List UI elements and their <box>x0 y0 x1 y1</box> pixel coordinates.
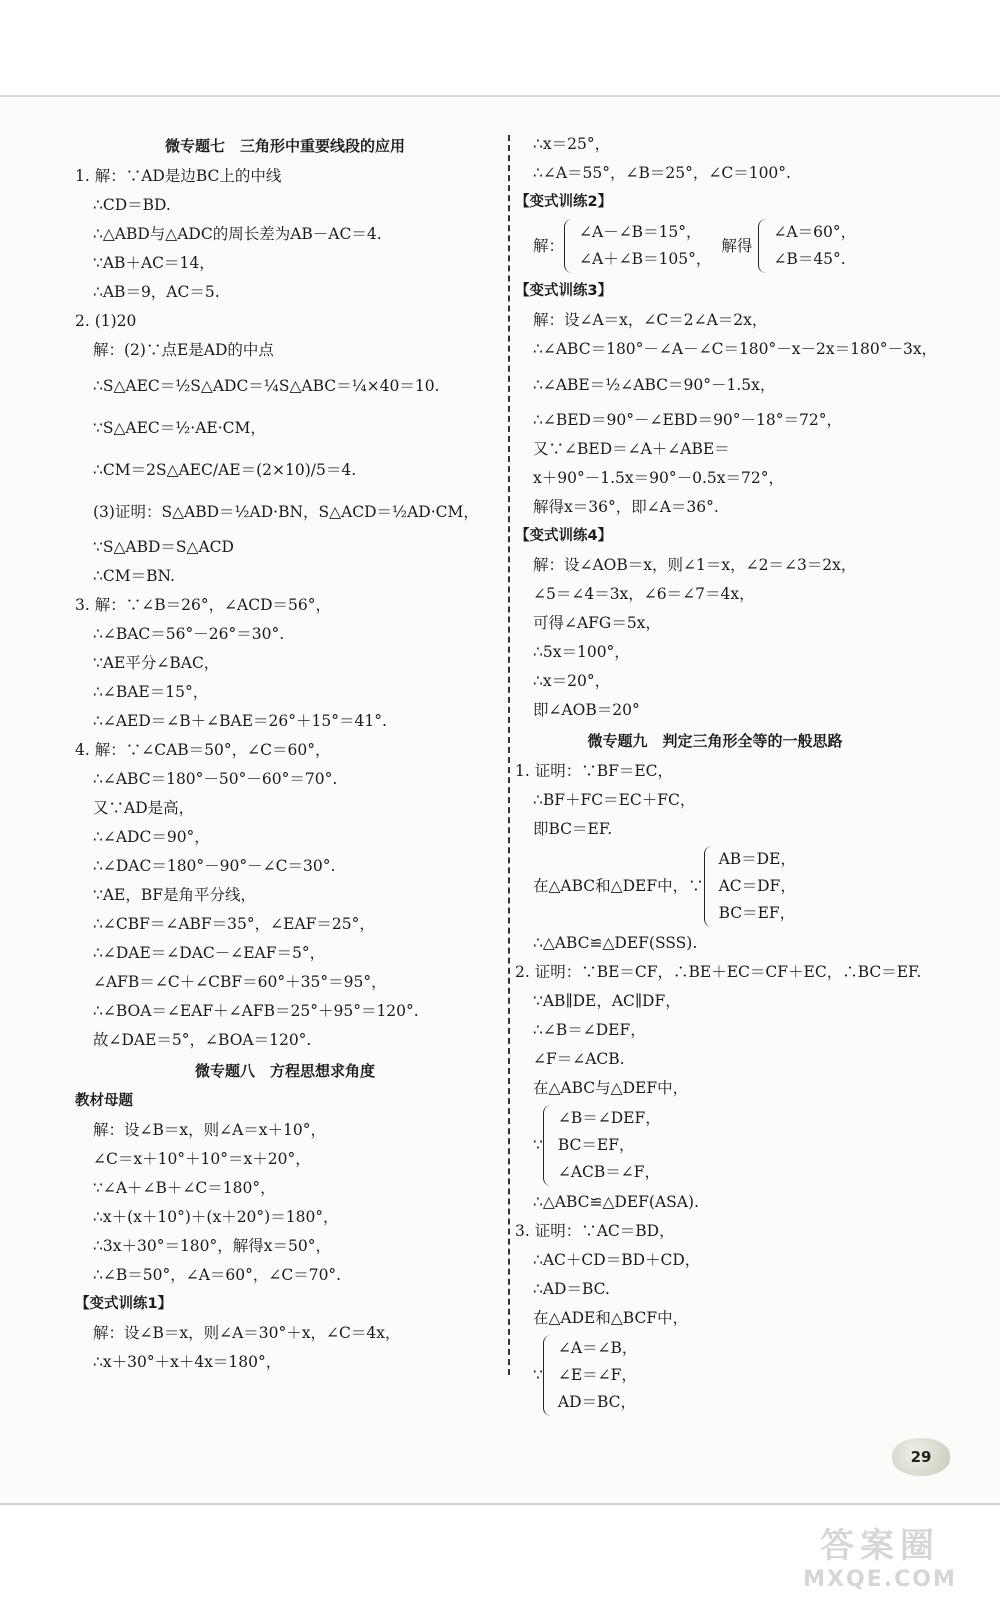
problem-line: 2. 证明：∵BE＝CF，∴BE＋EC＝CF＋EC，∴BC＝EF. <box>515 963 922 981</box>
left-brace <box>564 219 575 273</box>
text-line: ∴x＝20°， <box>533 672 611 690</box>
text-line: 在△ABC与△DEF中， <box>533 1079 689 1097</box>
left-brace <box>704 846 715 927</box>
system-prefix: 解： <box>533 236 565 255</box>
solve-label: 解得 <box>721 236 753 255</box>
text-line: x＋90°－1.5x＝90°－0.5x＝72°， <box>533 469 784 487</box>
text-line: 又∵∠BED＝∠A＋∠ABE＝ <box>533 440 730 458</box>
text-line: 即BC＝EF. <box>533 820 613 838</box>
text-line: ∴∠DAE＝∠DAC－∠EAF＝5°， <box>93 944 326 962</box>
system-line: AC＝DF， <box>718 877 796 895</box>
system-line: AB＝DE， <box>718 850 796 868</box>
text-line: ∴x＝25°， <box>533 135 611 153</box>
text-line: ∴CM＝BN. <box>93 567 175 585</box>
system-prefix: ∵ <box>533 1366 543 1384</box>
subsection-label: 【变式训练2】 <box>515 194 613 210</box>
problem-line: 4. 解：∵∠CAB＝50°，∠C＝60°， <box>75 741 331 759</box>
text-line: ∠F＝∠ACB. <box>533 1050 625 1068</box>
text-line: 又∵AD是高， <box>93 799 195 817</box>
text-line: 解：设∠AOB＝x，则∠1＝x，∠2＝∠3＝2x， <box>533 556 857 574</box>
text-line: 解：设∠B＝x，则∠A＝x＋10°， <box>93 1121 327 1139</box>
problem-line: 2. (1)20 <box>75 312 137 330</box>
text-line: ∴∠A＝55°，∠B＝25°，∠C＝100°. <box>533 164 791 182</box>
text-line: 解得x＝36°，即∠A＝36°. <box>533 498 719 516</box>
watermark-logo <box>770 1515 990 1595</box>
problem-line: 1. 解：∵AD是边BC上的中线 <box>75 167 282 185</box>
system-line: ∠ACB＝∠F， <box>557 1163 661 1181</box>
system-line: ∠A＝60°， <box>773 223 857 241</box>
text-line: 故∠DAE＝5°，∠BOA＝120°. <box>93 1031 312 1049</box>
text-line: 可得∠AFG＝5x， <box>533 614 661 632</box>
text-line: ∴5x＝100°， <box>533 643 630 661</box>
text-line: ∴AD＝BC. <box>533 1280 610 1298</box>
system-line: ∠E＝∠F， <box>557 1366 637 1384</box>
section-heading: 微专题八 方程思想求角度 <box>194 1062 375 1080</box>
section-heading: 微专题七 三角形中重要线段的应用 <box>164 137 405 155</box>
text-line: ∴∠B＝50°，∠A＝60°，∠C＝70°. <box>93 1266 342 1284</box>
text-line: ∴∠CBF＝∠ABF＝35°，∠EAF＝25°， <box>93 915 375 933</box>
text-line: ∴∠B＝∠DEF， <box>533 1021 646 1039</box>
column-divider <box>508 135 510 1375</box>
left-column <box>75 130 495 1377</box>
text-line: ∴∠BAE＝15°， <box>93 683 209 701</box>
text-line: ∵AB＋AC＝14， <box>93 254 215 272</box>
text-line: 即∠AOB＝20° <box>533 701 640 719</box>
text-line: ∵S△ABD＝S△ACD <box>93 538 234 556</box>
system-line: AD＝BC， <box>557 1393 637 1411</box>
watermark-logo-text: 答案圈 <box>820 1526 940 1566</box>
text-line: ∵AE平分∠BAC， <box>93 654 220 672</box>
text-line: 解：设∠B＝x，则∠A＝30°＋x，∠C＝4x， <box>93 1324 401 1342</box>
left-brace <box>543 1105 554 1186</box>
subsection-label: 【变式训练4】 <box>515 528 613 544</box>
text-line: ∴AC＋CD＝BD＋CD， <box>533 1251 701 1269</box>
text-line: ∴△ABC≌△DEF(ASA). <box>533 1193 699 1211</box>
system-line: BC＝EF， <box>718 904 796 922</box>
text-line: ∴∠ABC＝180°－∠A－∠C＝180°－x－2x＝180°－3x， <box>533 340 938 358</box>
text-line: ∴∠BOA＝∠EAF＋∠AFB＝25°＋95°＝120°. <box>93 1002 419 1020</box>
text-line: ∴3x＋30°＝180°，解得x＝50°， <box>93 1237 331 1255</box>
left-brace <box>758 219 769 273</box>
equation-system-5 <box>515 1335 915 1416</box>
problem-line: 3. 解：∵∠B＝26°，∠ACD＝56°， <box>75 596 332 614</box>
section-heading: 微专题九 判定三角形全等的一般思路 <box>587 732 843 750</box>
problem-line: 3. 证明：∵AC＝BD， <box>515 1222 675 1240</box>
subsection-label: 【变式训练3】 <box>515 283 613 299</box>
text-line: ∴∠ADC＝90°， <box>93 828 210 846</box>
text-line: ∵AE，BF是角平分线， <box>93 886 257 904</box>
formula-line: (3)证明：S△ABD＝½AD·BN，S△ACD＝½AD·CM， <box>93 503 479 521</box>
equation-system-4 <box>515 1105 915 1186</box>
watermark-url: MXQE.COM <box>803 1567 957 1592</box>
text-line: ∴x＋30°＋x＋4x＝180°， <box>93 1353 282 1371</box>
system-line: ∠B＝45°. <box>773 250 846 268</box>
system-line: ∠B＝∠DEF， <box>557 1109 661 1127</box>
top-edge <box>0 95 1000 97</box>
text-line: ∠5＝∠4＝3x，∠6＝∠7＝4x， <box>533 585 755 603</box>
formula-line: ∴S△AEC＝½S△ADC＝¼S△ABC＝¼×40＝10. <box>93 377 440 395</box>
text-line: ∴BF＋FC＝EC＋FC， <box>533 791 696 809</box>
system-prefix: ∵ <box>533 1136 543 1154</box>
formula-line: ∴∠ABE＝½∠ABC＝90°－1.5x， <box>533 376 776 394</box>
text-line: ∴∠AED＝∠B＋∠BAE＝26°＋15°＝41°. <box>93 712 387 730</box>
system-line: BC＝EF， <box>557 1136 635 1154</box>
text-line: ∴∠BAC＝56°－26°＝30°. <box>93 625 285 643</box>
subsection-label: 教材母题 <box>75 1093 133 1109</box>
text-line: ∴∠DAC＝180°－90°－∠C＝30°. <box>93 857 336 875</box>
text-line: ∴△ABD与△ADC的周长差为AB－AC＝4. <box>93 225 382 243</box>
text-line: ∴x＋(x＋10°)＋(x＋20°)＝180°， <box>93 1208 339 1226</box>
subsection-label: 【变式训练1】 <box>75 1296 173 1312</box>
equation-system-3 <box>515 846 915 927</box>
text-line: ∴∠ABC＝180°－50°－60°＝70°. <box>93 770 338 788</box>
text-line: 在△ADE和△BCF中， <box>533 1309 689 1327</box>
equation-system-2 <box>515 219 915 273</box>
problem-line: 1. 证明：∵BF＝EC， <box>515 762 674 780</box>
system-line: ∠A＋∠B＝105°， <box>579 250 712 268</box>
text-line: ∵∠A＋∠B＋∠C＝180°， <box>93 1179 276 1197</box>
page-number: 29 <box>892 1438 950 1476</box>
text-line: 解：设∠A＝x，∠C＝2∠A＝2x， <box>533 311 768 329</box>
text-line: ∴△ABC≌△DEF(SSS). <box>533 934 698 952</box>
system-line: ∠A－∠B＝15°， <box>579 223 702 241</box>
formula-line: ∴CM＝2S△AEC/AE＝(2×10)/5＝4. <box>93 461 357 479</box>
system-line: ∠A＝∠B， <box>557 1339 638 1357</box>
formula-line: ∵S△AEC＝½·AE·CM， <box>93 419 266 437</box>
text-line: 解：(2)∵点E是AD的中点 <box>93 341 274 359</box>
text-line: ∴AB＝9，AC＝5. <box>93 283 220 301</box>
bottom-edge <box>0 1503 1000 1505</box>
text-line: ∵AB∥DE，AC∥DF， <box>533 992 681 1010</box>
text-line: ∴CD＝BD. <box>93 196 171 214</box>
left-brace <box>543 1335 554 1416</box>
right-column <box>515 130 938 1418</box>
text-line: ∠C＝x＋10°＋10°＝x＋20°， <box>93 1150 311 1168</box>
system-prefix: 在△ABC和△DEF中，∵ <box>533 877 704 895</box>
text-line: ∠AFB＝∠C＋∠CBF＝60°＋35°＝95°， <box>93 973 387 991</box>
text-line: ∴∠BED＝90°－∠EBD＝90°－18°＝72°， <box>533 411 842 429</box>
